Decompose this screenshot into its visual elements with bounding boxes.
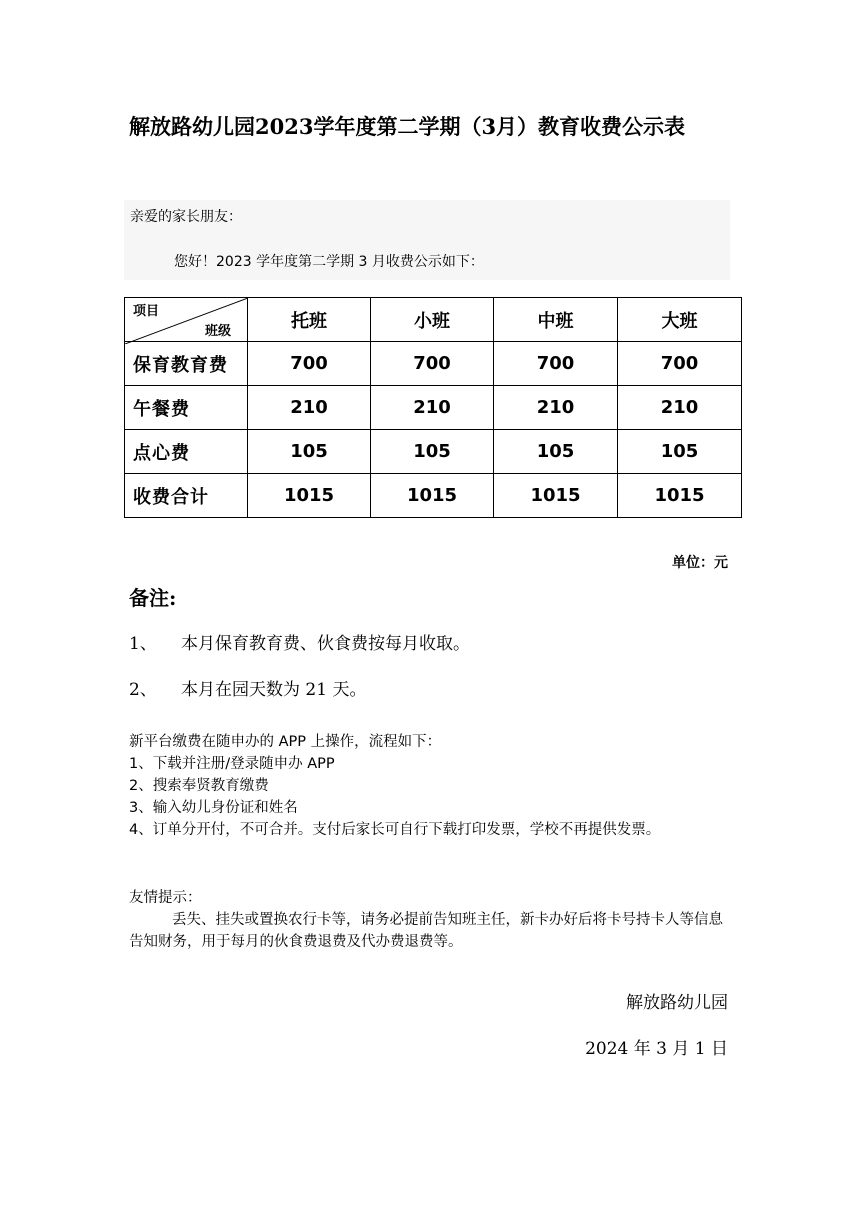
note-item <box>129 675 366 700</box>
payment-intro: 新平台缴费在随申办的 APP 上操作，流程如下： <box>129 734 442 750</box>
table-cell: 210 <box>494 386 618 430</box>
table-cell: 1015 <box>618 474 742 518</box>
table-cell: 210 <box>371 386 494 430</box>
table-row <box>125 342 742 386</box>
page-title: 解放路幼儿园2023学年度第二学期（3月）教育收费公示表 <box>129 114 686 139</box>
note-number: 1、 <box>129 634 157 654</box>
payment-step: 4、订单分开付，不可合并。支付后家长可自行下载打印发票，学校不再提供发票。 <box>129 822 661 838</box>
tips-body: 丢失、挂失或置换农行卡等，请务必提前告知班主任，新卡办好后将卡号持卡人等信息告知财务，用于每月的伙食费退费及代办费退费等。 <box>129 912 723 950</box>
table-cell: 105 <box>618 430 742 474</box>
signature: 解放路幼儿园 <box>626 993 728 1013</box>
greeting-intro: 您好！2023 学年度第二学期 3 月收费公示如下： <box>174 254 484 270</box>
table-cell: 210 <box>618 386 742 430</box>
note-item <box>129 629 470 654</box>
payment-instructions <box>129 731 731 841</box>
table-cell: 700 <box>494 342 618 386</box>
table-cell: 105 <box>494 430 618 474</box>
column-header: 中班 <box>494 298 618 342</box>
table-cell: 1015 <box>248 474 371 518</box>
greeting-salutation: 亲爱的家长朋友： <box>130 209 242 225</box>
tips-heading: 友情提示： <box>129 890 202 906</box>
date: 2024 年 3 月 1 日 <box>585 1039 728 1059</box>
notes-heading: 备注: <box>129 586 177 610</box>
row-label: 收费合计 <box>125 474 248 518</box>
table-cell: 105 <box>371 430 494 474</box>
unit-label: 单位：元 <box>672 555 728 571</box>
column-header: 大班 <box>618 298 742 342</box>
payment-step: 1、下载并注册/登录随申办 APP <box>129 756 335 772</box>
table-corner-cell <box>125 298 248 342</box>
note-number: 2、 <box>129 680 157 700</box>
note-text: 本月保育教育费、伙食费按每月收取。 <box>181 634 470 654</box>
table-cell: 210 <box>248 386 371 430</box>
fee-table <box>124 297 742 518</box>
table-cell: 700 <box>618 342 742 386</box>
row-label: 保育教育费 <box>125 342 248 386</box>
row-label: 午餐费 <box>125 386 248 430</box>
table-cell: 1015 <box>494 474 618 518</box>
table-cell: 105 <box>248 430 371 474</box>
table-cell: 700 <box>248 342 371 386</box>
friendly-tips <box>129 887 731 953</box>
column-header: 小班 <box>371 298 494 342</box>
corner-label-item: 项目 <box>133 304 160 319</box>
column-header: 托班 <box>248 298 371 342</box>
table-row-total <box>125 474 742 518</box>
table-row <box>125 430 742 474</box>
row-label: 点心费 <box>125 430 248 474</box>
corner-label-class: 班级 <box>204 324 231 339</box>
payment-step: 3、输入幼儿身份证和姓名 <box>129 800 298 816</box>
payment-step: 2、搜索奉贤教育缴费 <box>129 778 269 794</box>
table-cell: 1015 <box>371 474 494 518</box>
table-cell: 700 <box>371 342 494 386</box>
note-text: 本月在园天数为 21 天。 <box>181 680 367 700</box>
table-row <box>125 386 742 430</box>
table-header-row <box>125 298 742 342</box>
